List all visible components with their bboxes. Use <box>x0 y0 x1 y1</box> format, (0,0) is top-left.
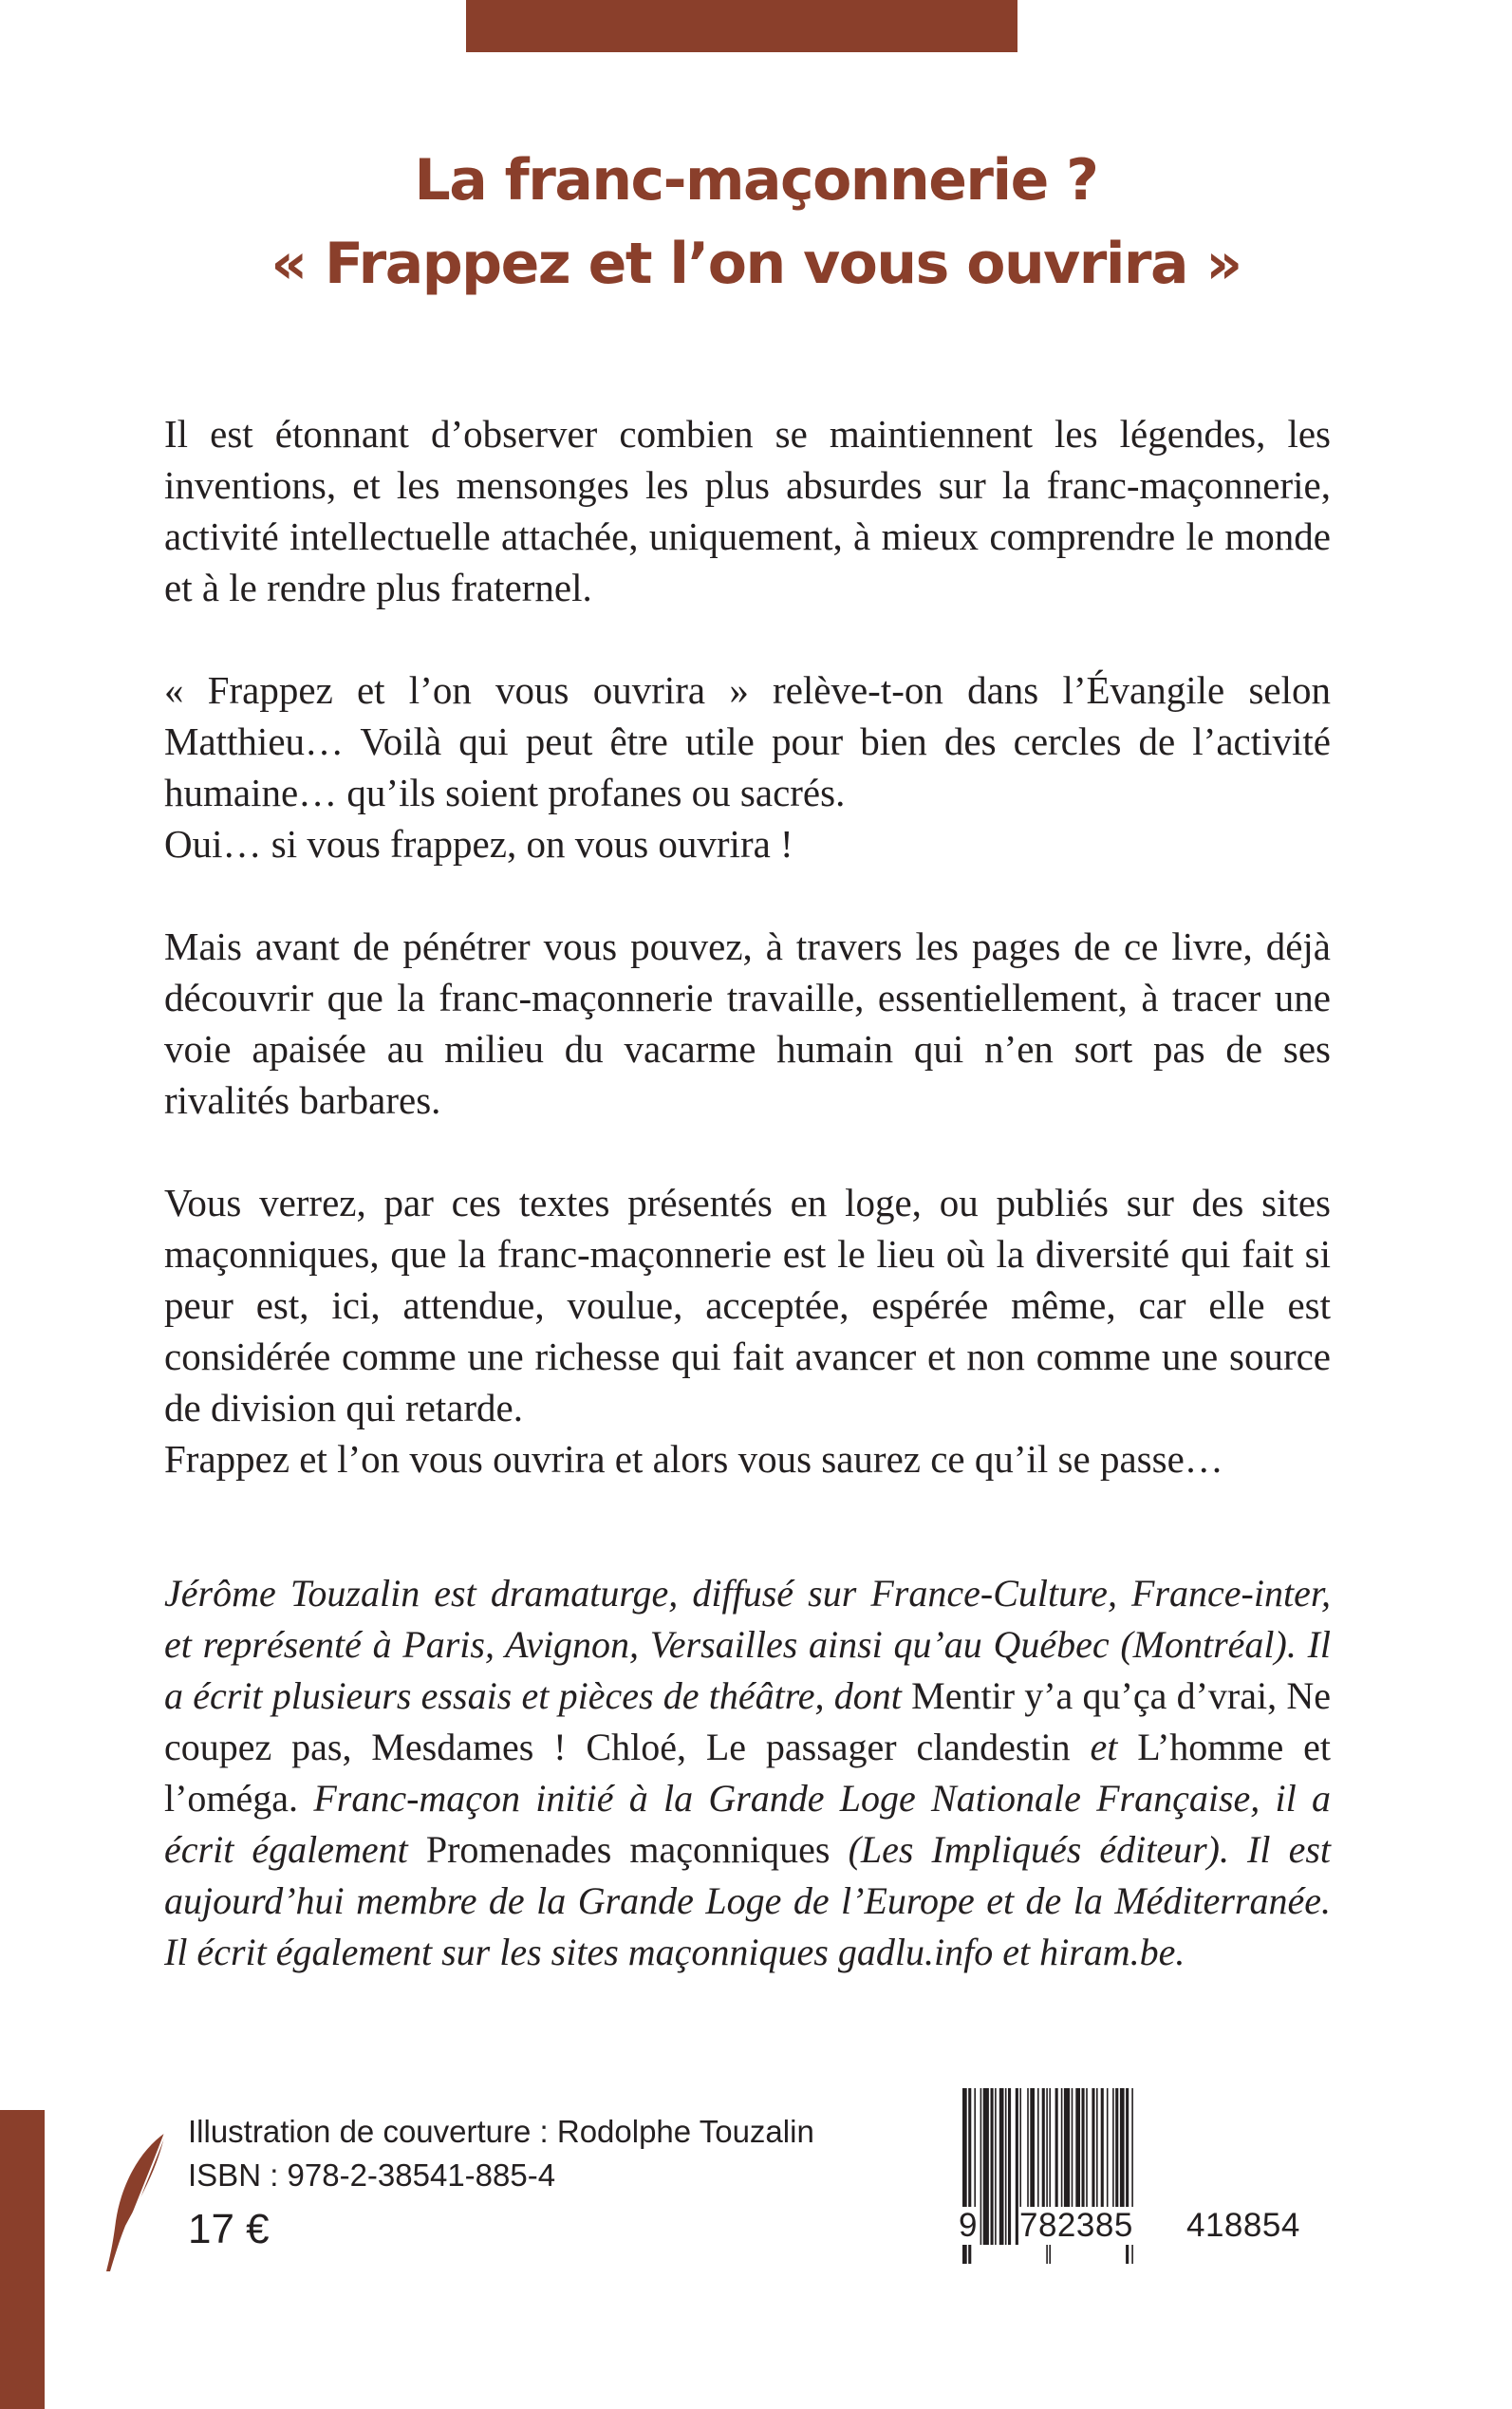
feather-icon <box>103 2131 169 2273</box>
barcode-bar <box>991 2088 994 2245</box>
paragraph-4b: Frappez et l’on vous ouvrira et alors vous saurez ce qu’il se passe… <box>164 1437 1223 1481</box>
credits-block <box>188 2110 814 2260</box>
isbn: ISBN : 978-2-38541-885-4 <box>188 2157 556 2193</box>
page-title <box>142 139 1370 306</box>
barcode-bar <box>999 2088 1004 2245</box>
barcode-bar <box>1016 2088 1018 2245</box>
paragraph-4: Vous verrez, par ces textes présentés en loge, ou publiés sur des sites maçonniques, que la franc-maçonnerie est le lieu où la diversité qui fait si peur est, ici, attendue, voulue, acceptée, espérée même, car elle est considérée comme une richesse qui fait avancer et non comme une source de division qui retarde. <box>164 1181 1331 1429</box>
barcode-left-group: 782385 <box>1019 2207 1133 2244</box>
paragraph-3: Mais avant de pénétrer vous pouvez, à travers les pages de ce livre, déjà découvrir que la franc-maçonnerie travaille, essentiellement, à tracer une voie apaisée au milieu du vacarme humain qui n’en sort pas de ses rivalités barbares. <box>164 924 1331 1122</box>
barcode-bar <box>980 2088 982 2245</box>
top-accent-bar <box>466 0 1017 52</box>
bio-title-3: Promenades maçonniques <box>425 1828 831 1871</box>
back-cover-text <box>164 408 1331 1536</box>
bio-segment-4: (Les Impliqués éditeur). Il est aujourd’hui membre de la Grande Loge de l’Europe et de la Méditerranée. Il écrit également sur les sites maçonniques gadlu.info et hiram.be. <box>164 1828 1331 1973</box>
paragraph-2: « Frappez et l’on vous ouvrira » relève-t-on dans l’Évangile selon Matthieu… Voilà qui peut être utile pour bien des cercles de l’activité humaine… qu’ils soient profanes ou sacrés. <box>164 668 1331 814</box>
bio-title-2: L’homme et l’oméga. <box>164 1726 1331 1820</box>
title-line-1: La franc-maçonnerie ? <box>414 147 1098 214</box>
paragraph-2b: Oui… si vous frappez, on vous ouvrira ! <box>164 822 793 866</box>
title-line-2: « Frappez et l’on vous ouvrira » <box>271 231 1241 297</box>
barcode-bar <box>1005 2088 1007 2245</box>
side-accent-bar <box>0 2110 45 2409</box>
barcode-right-group: 418854 <box>1186 2207 1300 2244</box>
barcode-first-digit: 9 <box>959 2207 978 2244</box>
barcode-bar <box>983 2088 989 2245</box>
bio-segment-3: Franc-maçon initié à la Grande Loge Nationale Française, il a écrit également <box>164 1777 1331 1871</box>
barcode-bar <box>995 2088 997 2245</box>
barcode-bar <box>1008 2088 1011 2245</box>
price: 17 € <box>188 2206 270 2252</box>
bio-segment-2: et <box>1090 1726 1118 1768</box>
paragraph-1: Il est étonnant d’observer combien se maintiennent les légendes, les inventions, et les mensonges les plus absurdes sur la franc-maçonnerie, activité intellectuelle attachée, uniquement, à mieux comprendre le monde et à le rendre plus fraternel. <box>164 412 1331 609</box>
illustration-credit: Illustration de couverture : Rodolphe Touzalin <box>188 2114 814 2149</box>
bio-title-1: Mentir y’a qu’ça d’vrai, Ne coupez pas, Mesdames ! Chloé, Le passager clandestin <box>164 1674 1331 1768</box>
bio-segment-1: Jérôme Touzalin est dramaturge, diffusé sur France-Culture, France-inter, et représenté à Paris, Avignon, Versailles ainsi qu’au Québec (Montréal). Il a écrit plusieurs essais et pièces de théâtre, dont <box>164 1572 1331 1717</box>
author-bio <box>164 1568 1331 1978</box>
